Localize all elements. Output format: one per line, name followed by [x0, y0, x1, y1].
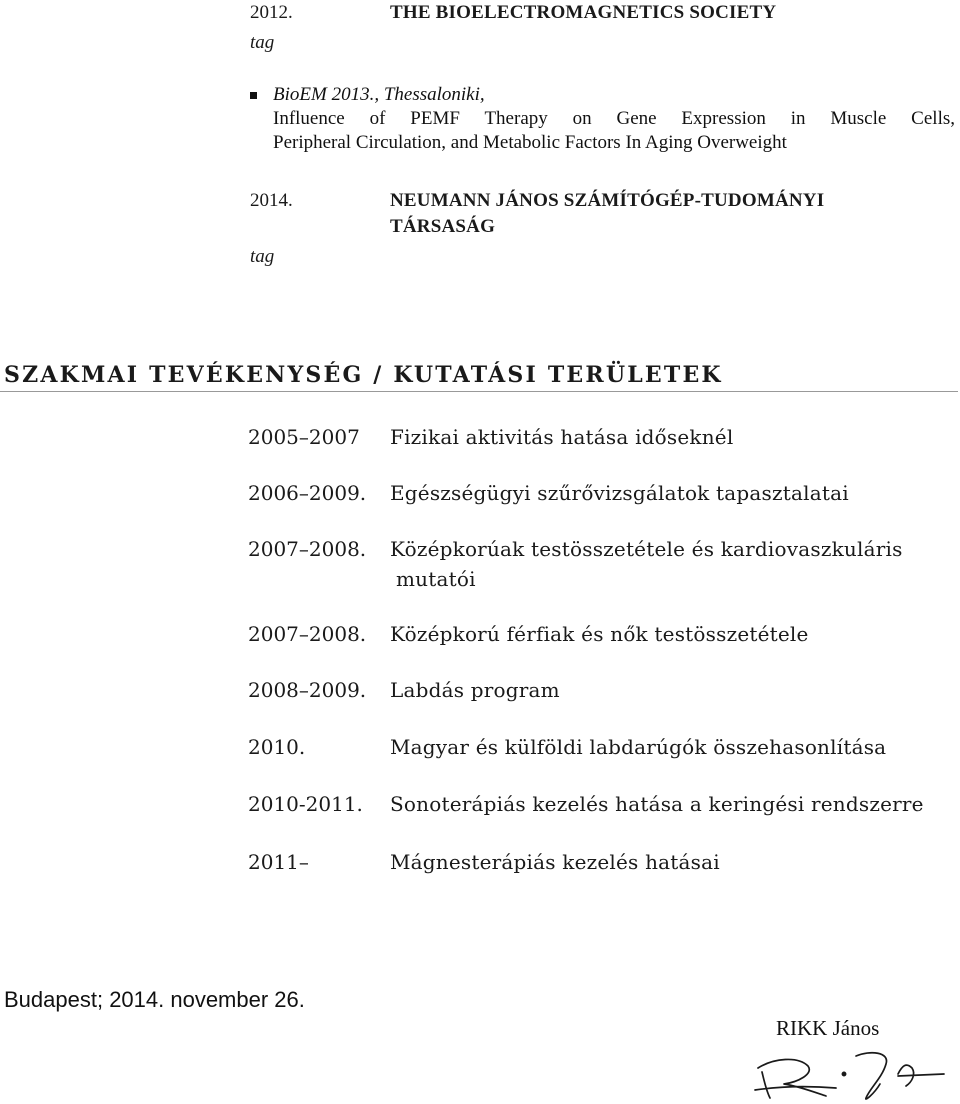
activity-text: Középkorú férfiak és nők testösszetétele — [390, 622, 809, 646]
membership-role: tag — [250, 32, 275, 53]
section-divider — [0, 391, 958, 392]
place-and-date: Budapest; 2014. november 26. — [4, 987, 305, 1012]
activity-text: Középkorúak testösszetétele és kardiovaszkuláris — [390, 537, 903, 561]
activity-period: 2005–2007 — [248, 425, 360, 449]
activity-period: 2008–2009. — [248, 678, 367, 702]
activity-period: 2010-2011. — [248, 792, 363, 816]
section-title: SZAKMAI TEVÉKENYSÉG / KUTATÁSI TERÜLETEK — [4, 362, 723, 388]
signer-name: RIKK János — [776, 1016, 880, 1040]
activity-text: Sonoterápiás kezelés hatása a keringési rendszerre — [390, 792, 924, 816]
membership-role: tag — [250, 246, 275, 267]
activity-text: Labdás program — [390, 678, 560, 702]
conference-title: BioEM 2013., Thessaloniki, — [273, 84, 485, 105]
activity-period: 2007–2008. — [248, 537, 367, 561]
membership-year: 2014. — [250, 190, 293, 211]
activity-period: 2007–2008. — [248, 622, 367, 646]
conference-abstract-line: Peripheral Circulation, and Metabolic Factors In Aging Overweight — [273, 132, 787, 153]
activity-text: Fizikai aktivitás hatása időseknél — [390, 425, 734, 449]
membership-organization-line2: TÁRSASÁG — [390, 216, 496, 237]
activity-text: Mágnesterápiás kezelés hatásai — [390, 850, 720, 874]
membership-year: 2012. — [250, 2, 293, 23]
activity-period: 2010. — [248, 735, 306, 759]
membership-organization: NEUMANN JÁNOS SZÁMÍTÓGÉP-TUDOMÁNYI — [390, 190, 825, 211]
handwritten-signature — [752, 1048, 948, 1102]
activity-text: Egészségügyi szűrővizsgálatok tapasztalatai — [390, 481, 849, 505]
conference-abstract-line: Influence of PEMF Therapy on Gene Expression in Muscle Cells, — [273, 108, 955, 129]
activity-text-continuation: mutatói — [396, 567, 476, 591]
membership-organization: THE BIOELECTROMAGNETICS SOCIETY — [390, 2, 777, 23]
activity-period: 2011– — [248, 850, 309, 874]
bullet-square-icon — [250, 92, 257, 99]
activity-period: 2006–2009. — [248, 481, 367, 505]
activity-text: Magyar és külföldi labdarúgók összehasonlítása — [390, 735, 887, 759]
